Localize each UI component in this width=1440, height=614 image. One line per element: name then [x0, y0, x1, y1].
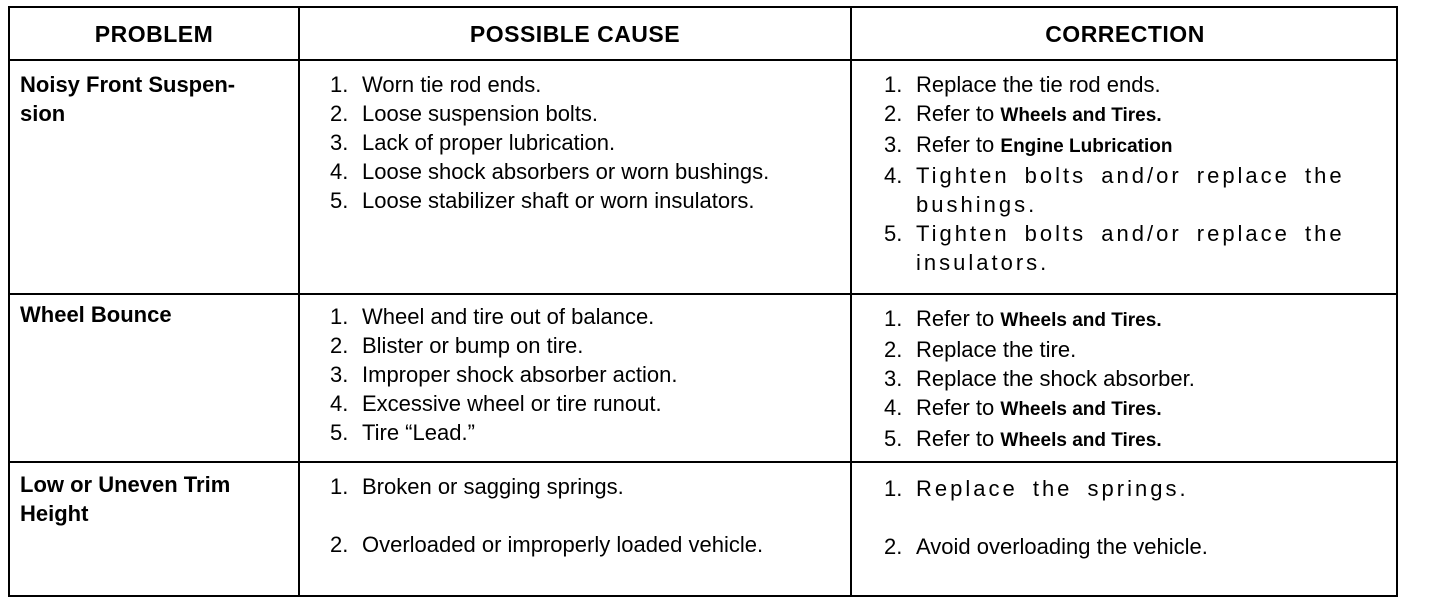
cause-item: 1. Broken or sagging springs.: [330, 474, 624, 499]
reference-link: Wheels and Tires.: [1000, 310, 1162, 331]
cause-item: 5. Loose stabilizer shaft or worn insulators.: [330, 188, 755, 213]
header-correction: CORRECTION: [1045, 20, 1205, 47]
problem-cell: [10, 470, 298, 528]
reference-link: Wheels and Tires.: [1000, 399, 1162, 420]
problem-cell: [10, 300, 298, 329]
cause-item: 3. Lack of proper lubrication.: [330, 130, 616, 155]
cause-item: 3. Improper shock absorber action.: [330, 362, 678, 387]
reference-link: Wheels and Tires.: [1000, 430, 1162, 451]
cause-item: 4. Loose shock absorbers or worn bushings.: [330, 159, 770, 184]
row-divider: [10, 461, 1396, 463]
cause-item: 2. Loose suspension bolts.: [330, 101, 599, 126]
header-possible-cause: POSSIBLE CAUSE: [469, 20, 681, 47]
correction-item: 1. Replace the tie rod ends.: [884, 72, 1161, 97]
cause-cell: [330, 472, 844, 559]
cause-cell: [330, 70, 844, 215]
reference-link: Engine Lubrication: [1000, 136, 1173, 157]
cause-item: 1. Worn tie rod ends.: [330, 72, 542, 97]
problem-label: Wheel Bounce: [20, 302, 172, 327]
correction-item: 5. Tighten bolts and/or replace the insulators.: [884, 221, 1345, 275]
correction-item: 3. Refer to Engine Lubrication: [884, 132, 1173, 157]
problem-cell: [10, 70, 298, 128]
row-divider: [10, 293, 1396, 295]
reference-link: Wheels and Tires.: [1000, 105, 1162, 126]
correction-item: 1. Refer to Wheels and Tires.: [884, 306, 1162, 331]
column-divider: [298, 8, 300, 595]
correction-item: 2. Avoid overloading the vehicle.: [884, 534, 1208, 559]
problem-label: sion: [20, 101, 66, 126]
correction-cell: [884, 70, 1394, 277]
problem-label: Height: [20, 501, 89, 526]
cause-item: 1. Wheel and tire out of balance.: [330, 304, 655, 329]
cause-item: 2. Overloaded or improperly loaded vehicle.: [330, 532, 764, 557]
correction-item: 2. Refer to Wheels and Tires.: [884, 101, 1162, 126]
cause-item: 4. Excessive wheel or tire runout.: [330, 391, 662, 416]
correction-item: 3. Replace the shock absorber.: [884, 366, 1195, 391]
correction-item: 5. Refer to Wheels and Tires.: [884, 426, 1162, 451]
cause-item: 5. Tire “Lead.”: [330, 420, 475, 445]
correction-item: 1. Replace the springs.: [884, 476, 1189, 501]
correction-item: 2. Replace the tire.: [884, 337, 1077, 362]
problem-label: Low or Uneven Trim: [20, 472, 231, 497]
correction-item: 4. Refer to Wheels and Tires.: [884, 395, 1162, 420]
correction-cell: [884, 474, 1394, 561]
column-divider: [850, 8, 852, 595]
cause-cell: [330, 302, 844, 447]
troubleshooting-table: [8, 6, 1398, 597]
correction-cell: [884, 304, 1394, 455]
cause-item: 2. Blister or bump on tire.: [330, 333, 584, 358]
correction-item: 4. Tighten bolts and/or replace the bushings.: [884, 163, 1345, 217]
header-problem: PROBLEM: [94, 20, 214, 47]
problem-label: Noisy Front Suspen-: [20, 72, 236, 97]
